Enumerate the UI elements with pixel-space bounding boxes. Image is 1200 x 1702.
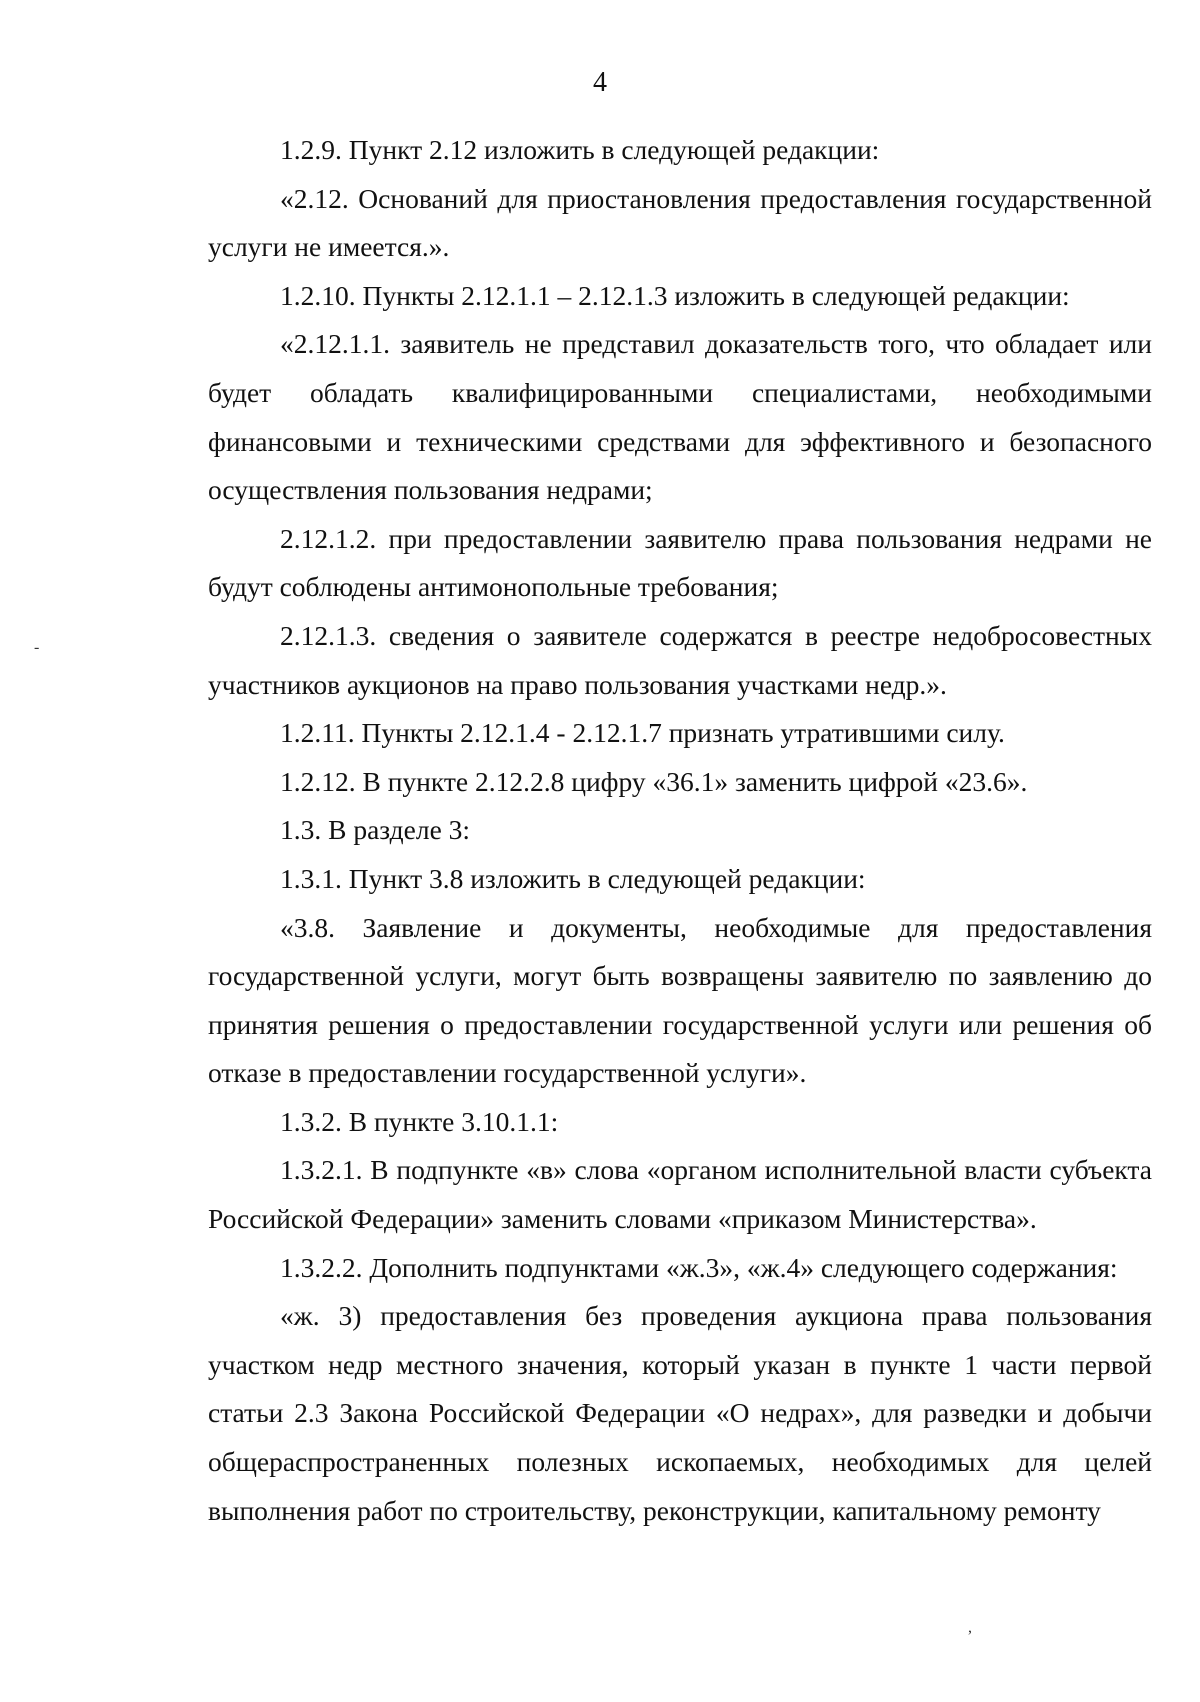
paragraph-1-2-10: 1.2.10. Пункты 2.12.1.1 – 2.12.1.3 изложить в следующей редакции: <box>280 279 1070 311</box>
paragraph-1-3-1: 1.3.1. Пункт 3.8 изложить в следующей редакции: <box>280 862 866 894</box>
paragraph-1-3: 1.3. В разделе 3: <box>280 814 471 846</box>
paragraph-1-2-12: 1.2.12. В пункте 2.12.2.8 цифру «36.1» заменить цифрой «23.6». <box>280 765 1028 797</box>
paragraph-1-2-11: 1.2.11. Пункты 2.12.1.4 - 2.12.1.7 признать утратившими силу. <box>280 717 1005 749</box>
page-number: 4 <box>593 67 607 98</box>
document-body <box>208 126 1152 1535</box>
scan-mark: , <box>968 1619 972 1636</box>
scan-mark: ‐ <box>34 639 40 656</box>
paragraph-2-12-1-1: «2.12.1.1. заявитель не представил доказательств того, что обладает или будет обладать квалифицированными специалистами, необходимыми финансовыми и техническими средствами для эффективного и безопасного осуществления пользования недрами; <box>208 328 1152 506</box>
paragraph-1-3-2-2: 1.3.2.2. Дополнить подпунктами «ж.3», «ж.4» следующего содержания: <box>280 1251 1118 1283</box>
paragraph-3-8-quote: «3.8. Заявление и документы, необходимые для предоставления государственной услуги, могут быть возвращены заявителю по заявлению до принятия решения о предоставлении государственной услуги или решения об отказе в предоставлении государственной услуги». <box>208 911 1152 1089</box>
paragraph-1-3-2: 1.3.2. В пункте 3.10.1.1: <box>280 1105 559 1137</box>
paragraph-1-3-2-1: 1.3.2.1. В подпункте «в» слова «органом исполнительной власти субъекта Российской Федерации» заменить словами «приказом Министерства». <box>208 1154 1152 1235</box>
paragraph-2-12-1-3: 2.12.1.3. сведения о заявителе содержатся в реестре недобросовестных участников аукционов на право пользования участками недр.». <box>208 619 1152 700</box>
paragraph-1-2-9: 1.2.9. Пункт 2.12 изложить в следующей редакции: <box>280 134 880 165</box>
paragraph-2-12-1-2: 2.12.1.2. при предоставлении заявителю права пользования недрами не будут соблюдены антимонопольные требования; <box>208 522 1152 603</box>
paragraph-zh-3-quote: «ж. 3) предоставления без проведения аукциона права пользования участком недр местного значения, который указан в пункте 1 части первой статьи 2.3 Закона Российской Федерации «О недрах», для разведки и добычи общераспространенных полезных ископаемых, необходимых для целей выполнения работ по строительству, реконструкции, капитальному ремонту <box>208 1300 1152 1526</box>
paragraph-2-12-quote: «2.12. Оснований для приостановления предоставления государственной услуги не имеется.». <box>208 182 1152 263</box>
